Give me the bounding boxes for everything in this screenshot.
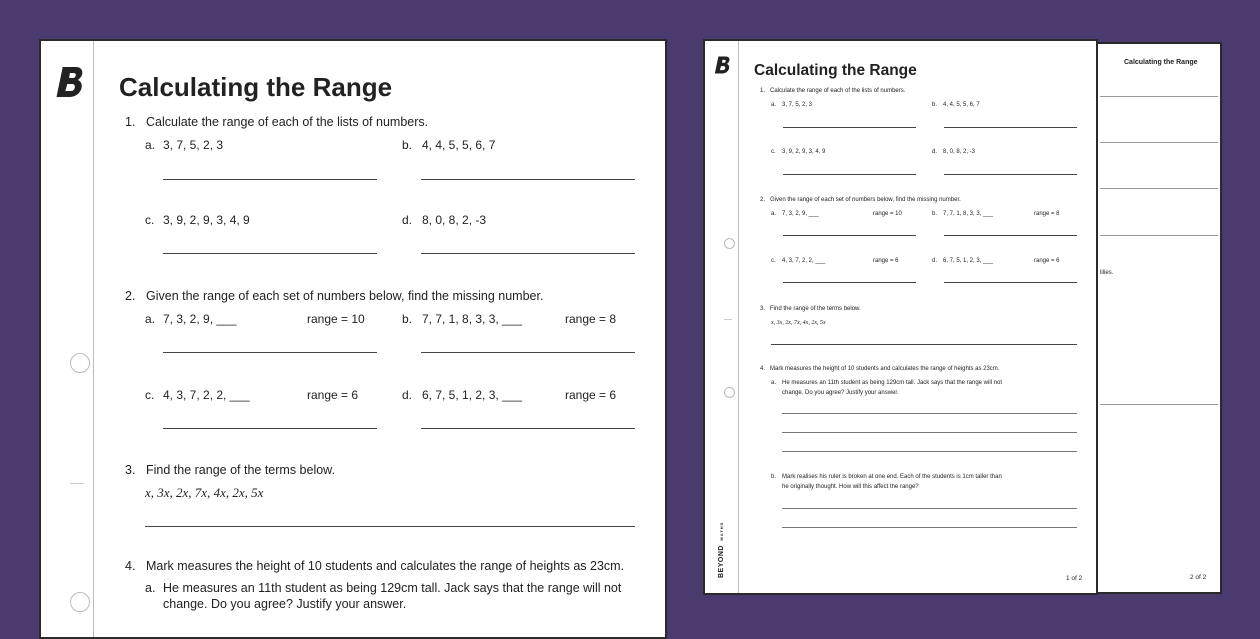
q2b-values: 7, 7, 1, 8, 3, 3, ___ [422, 312, 523, 326]
q4a-line-2: change. Do you agree? Justify your answer. [163, 597, 407, 611]
margin-line [738, 41, 739, 593]
q2a-letter: a. [771, 211, 777, 217]
q2a-range: range = 10 [873, 211, 902, 217]
back-page-title: Calculating the Range [1124, 59, 1198, 66]
question-2-text: Given the range of each set of numbers below, find the missing number. [146, 289, 544, 303]
question-4-number: 4. [125, 559, 136, 573]
q1c-values: 3, 9, 2, 9, 3, 4, 9 [163, 213, 250, 227]
back-page-fragment: lilies. [1100, 270, 1114, 276]
punch-hole [724, 387, 735, 398]
q2a-range: range = 10 [307, 312, 365, 326]
answer-line [944, 127, 1077, 128]
question-4-text: Mark measures the height of 10 students and calculates the range of heights as 23cm. [770, 366, 1000, 372]
beyond-logo-icon [55, 65, 85, 99]
q2a-letter: a. [145, 312, 156, 326]
margin-tick [70, 483, 84, 484]
q2c-range: range = 6 [873, 258, 899, 264]
answer-line [1100, 96, 1218, 97]
punch-hole [70, 353, 90, 373]
answer-line [783, 174, 916, 175]
q4b-line-1: Mark realises his ruler is broken at one end. Each of the students is 1cm taller than [782, 474, 1002, 480]
question-1-number: 1. [760, 88, 766, 94]
beyond-logo-icon [714, 55, 731, 75]
answer-line [1100, 142, 1218, 143]
answer-line [783, 235, 916, 236]
q2c-letter: c. [771, 258, 776, 264]
question-4-text: Mark measures the height of 10 students and calculates the range of heights as 23cm. [146, 559, 625, 573]
question-2-number: 2. [760, 197, 766, 203]
q1d-letter: d. [932, 149, 938, 155]
q2d-range: range = 6 [1034, 258, 1060, 264]
q4a-line-1: He measures an 11th student as being 129cm tall. Jack says that the range will not [782, 380, 1003, 386]
question-3-text: Find the range of the terms below. [770, 306, 861, 312]
q2d-range: range = 6 [565, 388, 617, 402]
answer-line [782, 508, 1077, 509]
q1a-values: 3, 7, 5, 2, 3 [163, 138, 224, 152]
answer-line [944, 174, 1077, 175]
q2d-letter: d. [932, 258, 938, 264]
worksheet-page-zoomed [39, 39, 667, 639]
answer-line [163, 179, 377, 180]
q1b-letter: b. [402, 138, 413, 152]
answer-line [421, 253, 635, 254]
answer-line [421, 352, 635, 353]
answer-line [771, 344, 1077, 345]
question-1-number: 1. [125, 115, 136, 129]
q4a-line-1: He measures an 11th student as being 129cm tall. Jack says that the range will not [163, 581, 622, 595]
q4b-letter: b. [771, 474, 777, 480]
q1a-values: 3, 7, 5, 2, 3 [782, 102, 813, 108]
q4a-letter: a. [771, 380, 777, 386]
q1b-letter: b. [932, 102, 938, 108]
answer-line [944, 282, 1077, 283]
question-3-text: Find the range of the terms below. [146, 463, 335, 477]
punch-hole [724, 238, 735, 249]
brand-subtitle: MATHS [719, 521, 724, 541]
q3-terms: x, 3x, 2x, 7x, 4x, 2x, 5x [145, 485, 264, 500]
answer-line [163, 428, 377, 429]
q1b-values: 4, 4, 5, 5, 6, 7 [422, 138, 496, 152]
worksheet-page-1 [703, 39, 1098, 595]
answer-line [421, 428, 635, 429]
answer-line [782, 451, 1077, 452]
q2b-letter: b. [402, 312, 413, 326]
question-1-text: Calculate the range of each of the lists of numbers. [146, 115, 429, 129]
brand-name: BEYOND [718, 545, 725, 578]
q2b-values: 7, 7, 1, 8, 3, 3, ___ [943, 211, 994, 217]
q1a-letter: a. [771, 102, 777, 108]
margin-tick [724, 319, 732, 320]
q2d-values: 6, 7, 5, 1, 2, 3, ___ [943, 258, 994, 264]
answer-line [1100, 235, 1218, 236]
q1c-values: 3, 9, 2, 9, 3, 4, 9 [782, 149, 826, 155]
punch-hole [70, 592, 90, 612]
question-4-number: 4. [760, 366, 766, 372]
q2c-range: range = 6 [307, 388, 359, 402]
answer-line [782, 527, 1077, 528]
q1d-values: 8, 0, 8, 2, -3 [943, 149, 976, 155]
q2a-values: 7, 3, 2, 9, ___ [782, 211, 819, 217]
answer-line [782, 413, 1077, 414]
q1d-values: 8, 0, 8, 2, -3 [422, 213, 487, 227]
question-1-text: Calculate the range of each of the lists of numbers. [770, 88, 906, 94]
answer-line [944, 235, 1077, 236]
q1c-letter: c. [145, 213, 155, 227]
q2b-range: range = 8 [565, 312, 617, 326]
q4a-line-2: change. Do you agree? Justify your answer. [782, 390, 899, 396]
q2b-range: range = 8 [1034, 211, 1060, 217]
q1a-letter: a. [145, 138, 156, 152]
q1d-letter: d. [402, 213, 413, 227]
question-3-number: 3. [760, 306, 766, 312]
q2c-letter: c. [145, 388, 155, 402]
q4a-letter: a. [145, 581, 156, 595]
answer-line [163, 253, 377, 254]
q3-terms: x, 3x, 2x, 7x, 4x, 2x, 5x [771, 320, 826, 326]
brand-vertical-text [718, 522, 725, 578]
answer-line [783, 127, 916, 128]
q2b-letter: b. [932, 211, 938, 217]
page-title: Calculating the Range [754, 62, 917, 79]
q2c-values: 4, 3, 7, 2, 2, ___ [782, 258, 826, 264]
q1c-letter: c. [771, 149, 776, 155]
q4b-line-2: he originally thought. How will this affect the range? [782, 484, 919, 490]
answer-line [782, 432, 1077, 433]
question-2-number: 2. [125, 289, 136, 303]
question-2-text: Given the range of each set of numbers below, find the missing number. [770, 197, 961, 203]
page-number-2: 2 of 2 [1190, 574, 1207, 581]
margin-line [93, 41, 94, 637]
answer-line [421, 179, 635, 180]
q1b-values: 4, 4, 5, 5, 6, 7 [943, 102, 980, 108]
page-number-1: 1 of 2 [1066, 575, 1083, 582]
question-3-number: 3. [125, 463, 136, 477]
q2d-letter: d. [402, 388, 413, 402]
answer-line [145, 526, 635, 527]
answer-line [783, 282, 916, 283]
q2c-values: 4, 3, 7, 2, 2, ___ [163, 388, 250, 402]
answer-line [1100, 404, 1218, 405]
worksheet-page-2 [1090, 42, 1222, 594]
answer-line [163, 352, 377, 353]
answer-line [1100, 188, 1218, 189]
q2a-values: 7, 3, 2, 9, ___ [163, 312, 237, 326]
page-title: Calculating the Range [119, 72, 393, 102]
q2d-values: 6, 7, 5, 1, 2, 3, ___ [422, 388, 523, 402]
